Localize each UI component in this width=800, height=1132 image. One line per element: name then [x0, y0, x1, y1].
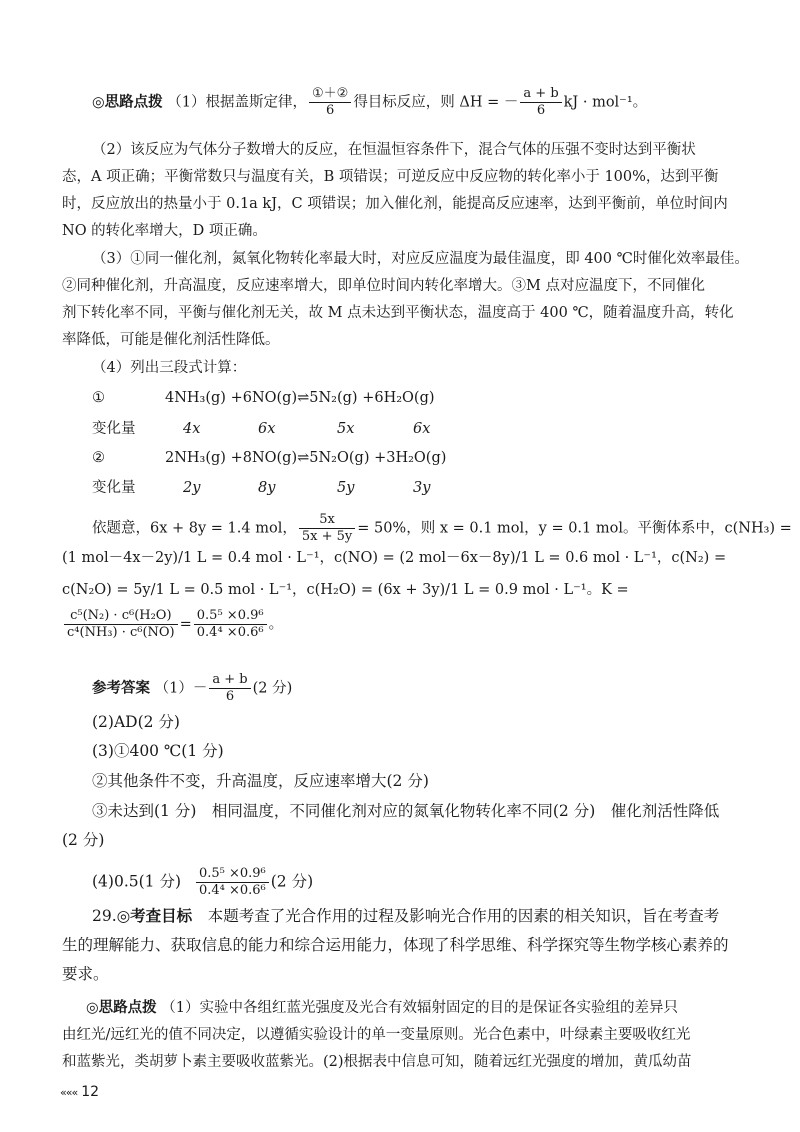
- equation-1: 4NH₃(g) +6NO(g)⇌5N₂(g) +6H₂O(g): [165, 390, 435, 406]
- text-run: 依题意，6x + 8y = 1.4 mol，: [92, 520, 297, 537]
- answer-2: (2)AD(2 分): [92, 713, 180, 731]
- text-run: （1）－: [154, 680, 208, 697]
- calculation-line-1: [92, 512, 792, 545]
- change-label-2: 变化量: [92, 480, 136, 496]
- calculation-line-2: (1 mol－4x－2y)/1 L = 0.4 mol · L⁻¹，c(NO) = (2 mol－6x－8y)/1 L = 0.6 mol · L⁻¹，c(N₂) =: [62, 550, 727, 566]
- fraction-denominator: 0.4⁴ ×0.6⁶: [196, 625, 264, 640]
- change-value: 5x: [337, 421, 355, 437]
- footer-arrow-icon: «««: [60, 1086, 78, 1099]
- change-value: 5y: [337, 480, 355, 496]
- fraction-denominator: 5x + 5y: [301, 529, 353, 544]
- paragraph-3-line-3: 剂下转化率不同，平衡与催化剂无关，故 M 点未达到平衡状态，温度高于 400 ℃，随着温度升高，转化: [62, 305, 734, 321]
- change-value: 4x: [183, 421, 201, 437]
- text-run: (2 分): [270, 872, 314, 891]
- text-run: 。: [268, 616, 284, 633]
- equation-2: 2NH₃(g) +8NO(g)⇌5N₂O(g) +3H₂O(g): [165, 450, 447, 466]
- section-heading-answers: 参考答案: [92, 680, 150, 697]
- equilibrium-constant: [62, 608, 283, 641]
- paragraph-2-line-4: NO 的转化率增大，D 项正确。: [62, 223, 267, 239]
- paragraph-3-line-2: ②同种催化剂，升高温度，反应速率增大，即单位时间内转化率增大。③M 点对应温度下，不同催化: [62, 278, 705, 294]
- hint-2-line-3: 和蓝紫光，类胡萝卜素主要吸收蓝紫光。(2)根据表中信息可知，随着远红光强度的增加，黄瓜幼苗: [62, 1054, 692, 1070]
- change-value: 6x: [258, 421, 276, 437]
- text-run: kJ · mol⁻¹。: [563, 94, 648, 111]
- answer-3-1: (3)①400 ℃(1 分): [92, 742, 224, 760]
- change-value: 6x: [413, 421, 431, 437]
- fraction-denominator: 6: [225, 689, 235, 704]
- fraction-numerator: 0.5⁵ ×0.9⁶: [196, 866, 269, 883]
- fraction-numerator: ①＋②: [309, 86, 351, 103]
- answer-line-1: [92, 672, 292, 705]
- hint-2-line-1: [86, 998, 678, 1018]
- fraction-numerator: a + b: [209, 672, 250, 689]
- paragraph-3-line-1: （3）①同一催化剂，氮氧化物转化率最大时，对应反应温度为最佳温度，即 400 ℃时催化效率最佳。: [92, 251, 749, 267]
- fraction-denominator: c⁴(NH₃) · c⁶(NO): [67, 625, 175, 640]
- section-heading-objective: ◎考查目标: [116, 907, 193, 925]
- question-29-line-2: 生的理解能力、获取信息的能力和综合运用能力，体现了科学思维、科学探究等生物学核心素养的: [62, 936, 729, 954]
- text-run: 本题考查了光合作用的过程及影响光合作用的因素的相关知识，旨在考查考: [207, 907, 720, 925]
- fraction: [64, 608, 178, 641]
- text-run: (4)0.5(1 分): [92, 872, 181, 891]
- fraction: [299, 512, 355, 545]
- fraction-numerator: 5x: [299, 512, 355, 529]
- equation-1-mark: ①: [92, 390, 105, 406]
- section-heading-hint: ◎思路点拨: [92, 94, 163, 111]
- fraction-numerator: 0.5⁵ ×0.9⁶: [194, 608, 267, 625]
- paragraph-4-line-1: （4）列出三段式计算：: [92, 360, 247, 376]
- change-value: 3y: [413, 480, 431, 496]
- fraction-numerator: c⁵(N₂) · c⁶(H₂O): [64, 608, 178, 625]
- change-label-1: 变化量: [92, 421, 136, 437]
- hint-2-line-2: 由红光/远红光的值不同决定，以遵循实验设计的单一变量原则。光合色素中，叶绿素主要吸收红光: [62, 1027, 691, 1043]
- answer-3-2: ②其他条件不变，升高温度，反应速率增大(2 分): [92, 772, 429, 790]
- solution-line-1: [92, 86, 647, 119]
- fraction: [309, 86, 351, 119]
- fraction: [209, 672, 250, 705]
- question-number: 29.: [92, 907, 117, 925]
- answer-3-4: (2 分): [62, 831, 105, 849]
- fraction: [194, 608, 267, 641]
- fraction-numerator: a + b: [520, 86, 561, 103]
- answer-3-3: ③未达到(1 分) 相同温度，不同催化剂对应的氮氧化物转化率不同(2 分) 催化剂活性降低: [92, 802, 720, 820]
- text-run: （1）根据盖斯定律，: [167, 94, 307, 111]
- question-29-line-3: 要求。: [62, 965, 109, 983]
- change-value: 2y: [183, 480, 201, 496]
- page-number: 12: [81, 1084, 100, 1100]
- fraction-denominator: 6: [326, 103, 335, 118]
- section-heading-hint-2: ◎思路点拨: [86, 1000, 157, 1016]
- text-run: = 50%，则 x = 0.1 mol，y = 0.1 mol。平衡体系中，c(NH₃) =: [357, 520, 792, 537]
- question-29-line-1: [92, 906, 719, 926]
- fraction-denominator: 0.4⁴ ×0.6⁶: [198, 883, 266, 898]
- fraction: [196, 866, 269, 899]
- paragraph-2-line-3: 时，反应放出的热量小于 0.1a kJ，C 项错误；加入催化剂，能提高反应速率，达到平衡前，单位时间内: [62, 196, 728, 212]
- text-run: （1）实验中各组红蓝光强度及光合有效辐射固定的目的是保证各实验组的差异只: [161, 1000, 678, 1016]
- change-value: 8y: [258, 480, 276, 496]
- answer-4: [92, 866, 313, 899]
- text-run: (2 分): [252, 680, 293, 697]
- text-run: =: [179, 616, 192, 633]
- paragraph-2-line-2: 态，A 项正确；平衡常数只与温度有关，B 项错误；可逆反应中反应物的转化率小于 100%，达到平衡: [62, 169, 719, 185]
- page-footer: [60, 1082, 99, 1103]
- calculation-line-3: c(N₂O) = 5y/1 L = 0.5 mol · L⁻¹，c(H₂O) = (6x + 3y)/1 L = 0.9 mol · L⁻¹。K =: [62, 582, 629, 598]
- fraction-denominator: 6: [536, 103, 546, 118]
- equation-2-mark: ②: [92, 450, 105, 466]
- paragraph-3-line-4: 率降低，可能是催化剂活性降低。: [62, 332, 280, 348]
- paragraph-2-line-1: （2）该反应为气体分子数增大的反应，在恒温恒容条件下，混合气体的压强不变时达到平衡状: [92, 142, 696, 158]
- fraction: [520, 86, 561, 119]
- text-run: 得目标反应，则 ΔH = －: [353, 94, 519, 111]
